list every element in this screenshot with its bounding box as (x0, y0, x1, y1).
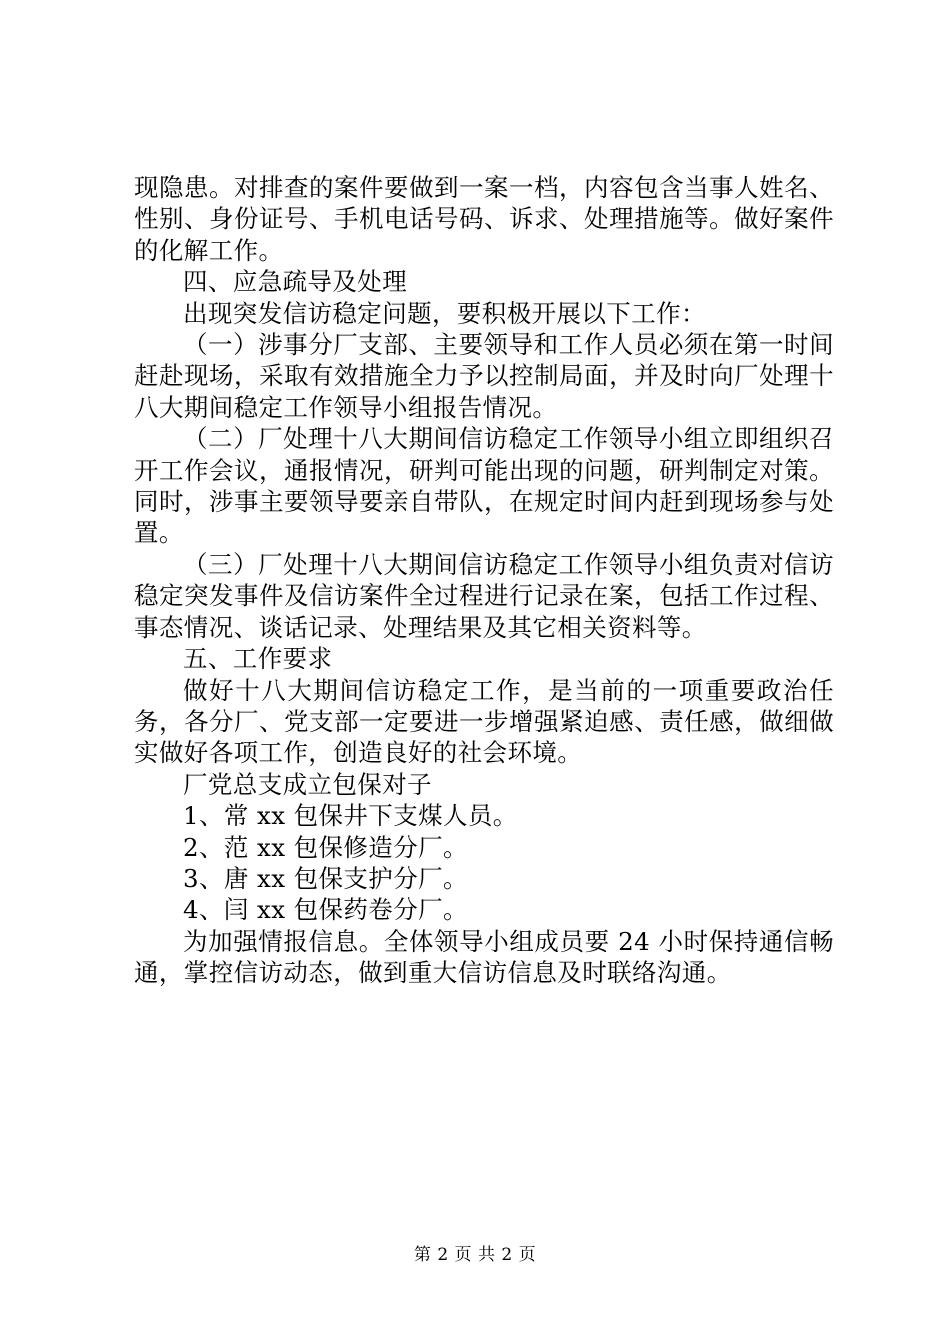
paragraph-item-two: （二）厂处理十八大期间信访稳定工作领导小组立即组织召开工作会议，通报情况，研判可能出现的问题，研判制定对策。同时，涉事主要领导要亲自带队，在规定时间内赶到现场参与处置。 (134, 424, 834, 548)
paragraph-information: 为加强情报信息。全体领导小组成员要 24 小时保持通信畅通，掌控信访动态，做到重大信访信息及时联络沟通。 (134, 926, 834, 988)
paragraph-requirements: 做好十八大期间信访稳定工作，是当前的一项重要政治任务，各分厂、党支部一定要进一步增强紧迫感、责任感，做细做实做好各项工作，创造良好的社会环境。 (134, 675, 834, 768)
paragraph-emergency-intro: 出现突发信访稳定问题，要积极开展以下工作： (183, 298, 706, 328)
paragraph-pairing-heading: 厂党总支成立包保对子 (183, 769, 432, 799)
section-heading-emergency: 四、应急疏导及处理 (183, 267, 408, 297)
page-footer (0, 1244, 950, 1266)
paragraph-continuation: 现隐患。对排查的案件要做到一案一档，内容包含当事人姓名、性别、身份证号、手机电话号码、诉求、处理措施等。做好案件的化解工作。 (134, 173, 834, 265)
document-body (134, 172, 834, 989)
list-item-pairing-3: 3、唐 xx 包保支护分厂。 (183, 863, 468, 893)
section-heading-requirements: 五、工作要求 (183, 644, 333, 674)
paragraph-item-three: （三）厂处理十八大期间信访稳定工作领导小组负责对信访稳定突发事件及信访案件全过程进行记录在案，包括工作过程、事态情况、谈话记录、处理结果及其它相关资料等。 (134, 549, 834, 642)
list-item-pairing-1: 1、常 xx 包保井下支煤人员。 (183, 801, 518, 831)
list-item-pairing-4: 4、闫 xx 包保药卷分厂。 (183, 895, 468, 925)
page-number: 第 2 页 共 2 页 (413, 1245, 537, 1265)
paragraph-item-one: （一）涉事分厂支部、主要领导和工作人员必须在第一时间赶赴现场，采取有效措施全力予以控制局面，并及时向厂处理十八大期间稳定工作领导小组报告情况。 (134, 330, 834, 422)
list-item-pairing-2: 2、范 xx 包保修造分厂。 (183, 832, 468, 862)
